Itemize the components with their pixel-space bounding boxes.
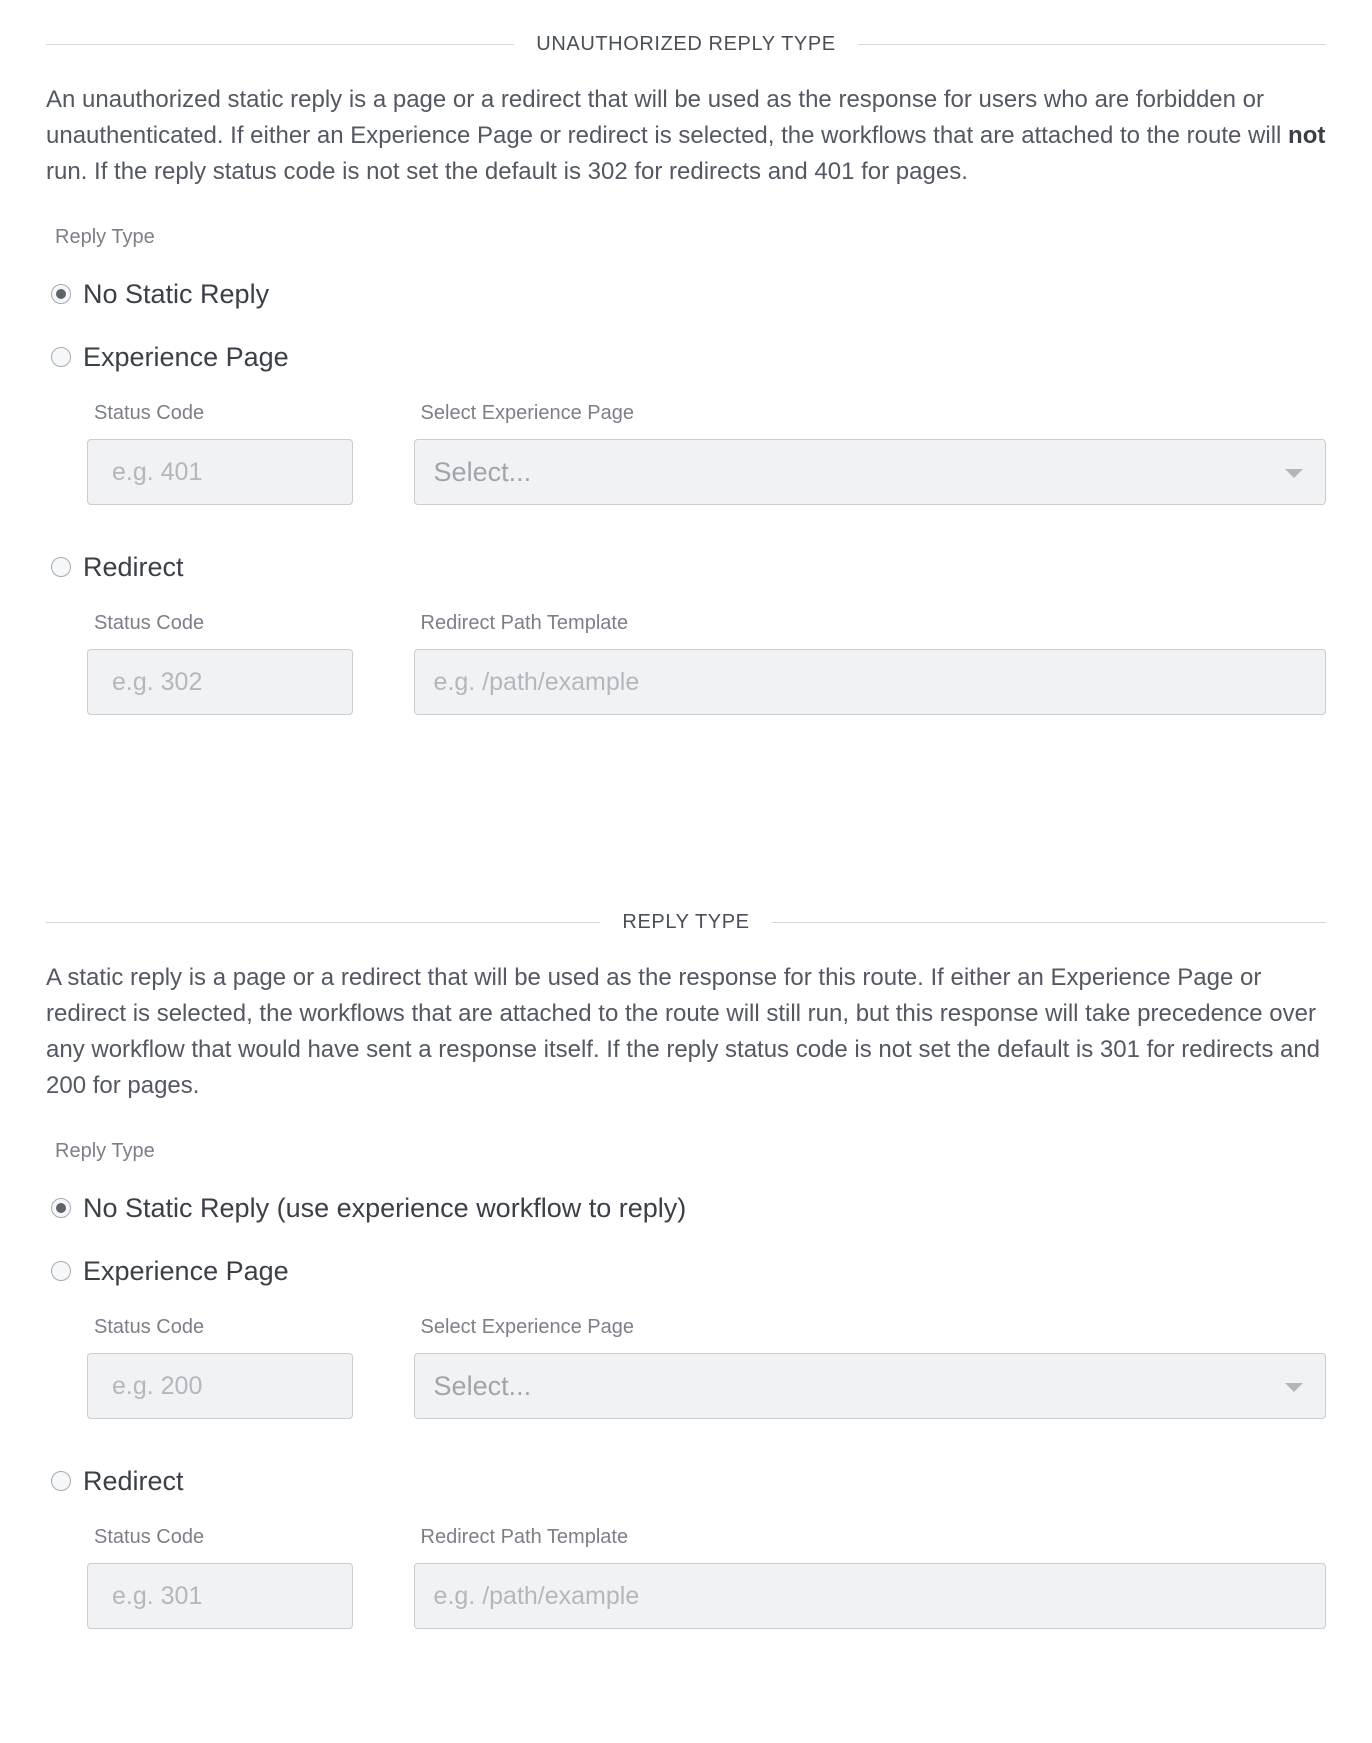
- chevron-down-icon: [1285, 469, 1303, 478]
- radio-label: Experience Page: [83, 341, 289, 372]
- radio-label: No Static Reply: [83, 278, 270, 309]
- reply-type-label: Reply Type: [55, 1140, 155, 1162]
- section-description: A static reply is a page or a redirect that will be used as the response for this route. If either an Experience Page or redirect is selected, the workflows that are attached to the route will still run, but this response will take precedence over any workflow that would have sent a response itself. If the reply status code is not set the default is 301 for redirects and 200 for pages.: [46, 964, 1321, 1099]
- radio-option-no-static-reply[interactable]: [46, 1188, 1326, 1228]
- experience-page-select[interactable]: [414, 439, 1326, 505]
- emphasis-not: not: [1288, 122, 1326, 149]
- select-experience-page-group: [414, 1313, 1326, 1419]
- reply-type-label: Reply Type: [55, 226, 155, 248]
- radio-option-experience-page[interactable]: [46, 1251, 1326, 1291]
- select-experience-page-label: Select Experience Page: [420, 402, 635, 424]
- radio-label: Experience Page: [83, 1255, 289, 1286]
- reply-type-section: [46, 902, 1326, 1629]
- section-divider: [46, 902, 1326, 942]
- status-code-label: Status Code: [94, 1526, 205, 1548]
- radio-button-checked[interactable]: [51, 1198, 71, 1218]
- redirect-fields: [87, 609, 1326, 715]
- divider-line-left: [46, 44, 514, 45]
- unauthorized-reply-type-section: [46, 24, 1326, 715]
- section-description: An unauthorized static reply is a page or a redirect that will be used as the response for users who are forbidden or unauthenticated. If either an Experience Page or redirect is selected, the workflows that are attached to the route will not run. If the reply status code is not set the default is 302 for redirects and 401 for pages.: [46, 86, 1326, 185]
- select-placeholder: Select...: [433, 456, 532, 487]
- radio-button[interactable]: [51, 1471, 71, 1491]
- section-title: UNAUTHORIZED REPLY TYPE: [536, 32, 836, 55]
- radio-label: Redirect: [83, 1465, 184, 1496]
- radio-label: No Static Reply (use experience workflow to reply): [83, 1192, 687, 1223]
- redirect-path-input[interactable]: e.g. /path/example: [414, 1563, 1326, 1629]
- status-code-input[interactable]: e.g. 200: [87, 1353, 353, 1419]
- redirect-path-group: [414, 1523, 1326, 1629]
- status-code-input[interactable]: e.g. 302: [87, 649, 353, 715]
- radio-option-redirect[interactable]: [46, 547, 1326, 587]
- radio-button[interactable]: [51, 347, 71, 367]
- redirect-path-label: Redirect Path Template: [420, 612, 629, 634]
- redirect-path-input[interactable]: e.g. /path/example: [414, 649, 1326, 715]
- radio-button[interactable]: [51, 557, 71, 577]
- radio-option-experience-page[interactable]: [46, 337, 1326, 377]
- divider-line-right: [858, 44, 1326, 45]
- status-code-group: [87, 1313, 353, 1419]
- redirect-path-group: [414, 609, 1326, 715]
- status-code-input[interactable]: e.g. 401: [87, 439, 353, 505]
- redirect-path-label: Redirect Path Template: [420, 1526, 629, 1548]
- chevron-down-icon: [1285, 1383, 1303, 1392]
- divider-line-right: [772, 922, 1326, 923]
- status-code-label: Status Code: [94, 402, 205, 424]
- redirect-fields: [87, 1523, 1326, 1629]
- status-code-group: [87, 1523, 353, 1629]
- status-code-group: [87, 399, 353, 505]
- section-divider: [46, 24, 1326, 64]
- select-experience-page-group: [414, 399, 1326, 505]
- radio-label: Redirect: [83, 551, 184, 582]
- radio-button[interactable]: [51, 1261, 71, 1281]
- select-placeholder: Select...: [433, 1370, 532, 1401]
- section-title: REPLY TYPE: [622, 910, 750, 933]
- radio-button-checked[interactable]: [51, 284, 71, 304]
- status-code-input[interactable]: e.g. 301: [87, 1563, 353, 1629]
- status-code-label: Status Code: [94, 1316, 205, 1338]
- status-code-label: Status Code: [94, 612, 205, 634]
- status-code-group: [87, 609, 353, 715]
- divider-line-left: [46, 922, 600, 923]
- experience-page-fields: [87, 399, 1326, 505]
- radio-option-no-static-reply[interactable]: [46, 274, 1326, 314]
- radio-option-redirect[interactable]: [46, 1461, 1326, 1501]
- select-experience-page-label: Select Experience Page: [420, 1316, 635, 1338]
- experience-page-select[interactable]: [414, 1353, 1326, 1419]
- experience-page-fields: [87, 1313, 1326, 1419]
